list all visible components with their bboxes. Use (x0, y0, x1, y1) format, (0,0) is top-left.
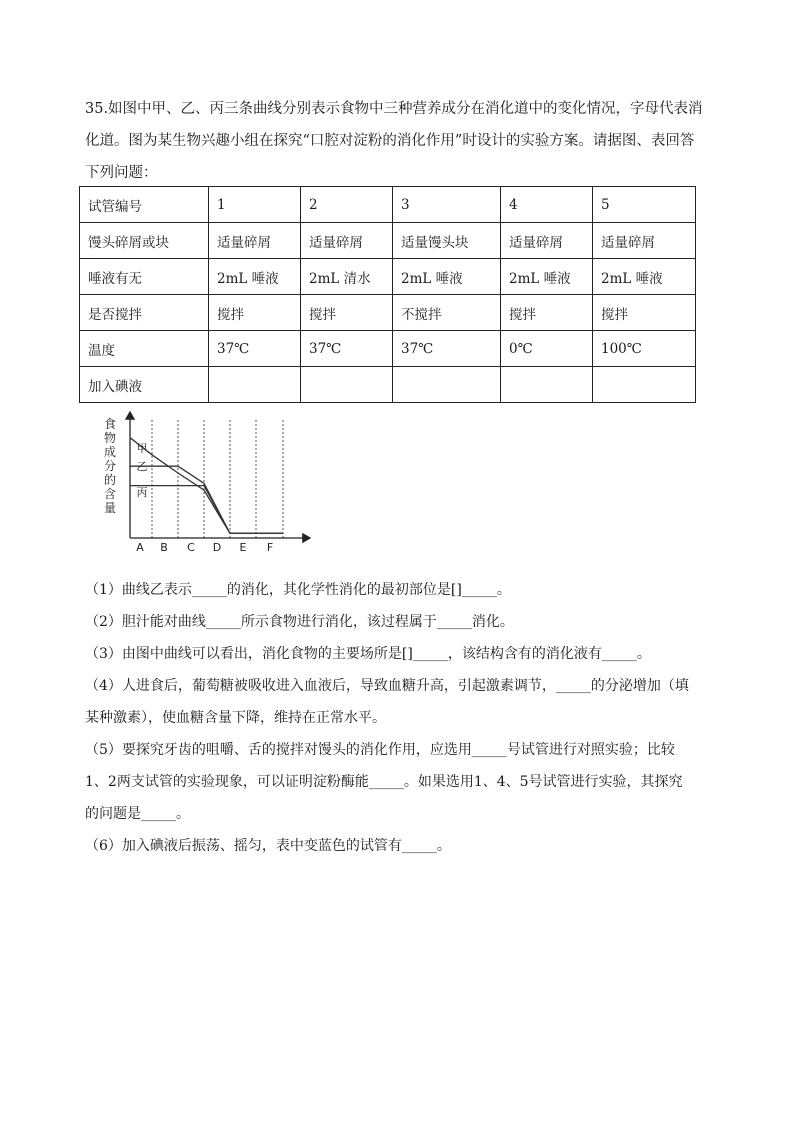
table-cell: 2mL 清水 (301, 259, 393, 295)
region-dividers (152, 420, 283, 538)
question-4-line-1: （4）人进食后，葡萄糖被吸收进入血液后，导致血糖升高，引起激素调节，_____的分泌增加（填 (85, 678, 689, 694)
table-cell: 不搅拌 (393, 295, 501, 331)
x-tick-label: C (187, 541, 195, 554)
table-cell (393, 367, 501, 403)
row-header-cell: 馒头碎屑或块 (80, 223, 209, 259)
table-cell (593, 367, 696, 403)
question-2: （2）胆汁能对曲线_____所示食物进行消化，该过程属于_____消化。 (85, 614, 514, 630)
x-tick-labels (136, 541, 273, 554)
question-3: （3）由图中曲线可以看出，消化食物的主要场所是[]_____，该结构含有的消化液有_____。 (85, 646, 651, 662)
table-cell: 适量碎屑 (209, 223, 301, 259)
table-cell: 适量碎屑 (501, 223, 593, 259)
row-header-cell: 唾液有无 (80, 259, 209, 295)
table-cell: 5 (593, 187, 696, 223)
table-row (80, 331, 696, 367)
x-tick-label: B (160, 541, 168, 554)
y-axis-label (104, 417, 116, 515)
question-1: （1）曲线乙表示_____的消化，其化学性消化的最初部位是[]_____。 (85, 582, 511, 598)
y-axis-label-char: 量 (103, 501, 117, 515)
table-cell (209, 367, 301, 403)
curves (130, 438, 283, 534)
curve-丙 (130, 486, 283, 534)
question-5-line-3: 的问题是_____。 (85, 806, 190, 822)
intro-line-2: 化道。图为某生物兴趣小组在探究“口腔对淀粉的消化作用”时设计的实验方案。请据图、表回答 (85, 133, 695, 149)
series-label: 甲 (136, 442, 148, 455)
table-cell: 2mL 唾液 (209, 259, 301, 295)
table-row (80, 223, 696, 259)
table-cell: 3 (393, 187, 501, 223)
series-labels (137, 442, 148, 499)
series-label: 丙 (136, 486, 148, 499)
table-cell: 37℃ (301, 331, 393, 367)
table-cell: 适量碎屑 (593, 223, 696, 259)
x-tick-label: A (136, 541, 144, 554)
table-cell: 2mL 唾液 (393, 259, 501, 295)
row-header-cell: 温度 (80, 331, 209, 367)
table-cell: 37℃ (209, 331, 301, 367)
table-cell: 搅拌 (501, 295, 593, 331)
y-axis-label-char: 分 (103, 459, 117, 473)
table-cell: 2 (301, 187, 393, 223)
table-cell (301, 367, 393, 403)
question-5-line-1: （5）要探究牙齿的咀嚼、舌的搅拌对馒头的消化作用，应选用_____号试管进行对照实验；比较 (85, 742, 675, 758)
table-row (80, 259, 696, 295)
table-cell: 0℃ (501, 331, 593, 367)
intro-line-1: 35.如图中甲、乙、丙三条曲线分别表示食物中三种营养成分在消化道中的变化情况，字母代表消 (85, 101, 703, 117)
table-row (80, 367, 696, 403)
y-axis-label-char: 成 (103, 445, 117, 459)
table-cell: 37℃ (393, 331, 501, 367)
question-4-line-2: 某种激素），使血糖含量下降，维持在正常水平。 (85, 710, 386, 726)
question-intro (85, 93, 717, 189)
question-list (85, 574, 725, 862)
table-cell: 2mL 唾液 (501, 259, 593, 295)
x-tick-label: F (266, 541, 274, 554)
y-axis-label-char: 的 (103, 473, 117, 487)
table-cell: 2mL 唾液 (593, 259, 696, 295)
table-cell: 4 (501, 187, 593, 223)
table-cell (501, 367, 593, 403)
x-tick-label: E (239, 541, 247, 554)
table-row (80, 295, 696, 331)
table-cell: 100℃ (593, 331, 696, 367)
table-cell: 搅拌 (209, 295, 301, 331)
table-cell: 适量馒头块 (393, 223, 501, 259)
row-header-cell: 是否搅拌 (80, 295, 209, 331)
table-cell: 搅拌 (301, 295, 393, 331)
y-axis-label-char: 食 (103, 417, 117, 431)
y-axis-label-char: 含 (103, 487, 117, 501)
table-cell: 1 (209, 187, 301, 223)
y-axis-label-char: 物 (103, 431, 117, 445)
question-5-line-2: 1、2两支试管的实验现象，可以证明淀粉酶能_____。如果选用1、4、5号试管进行实验，其探究 (85, 774, 683, 790)
digestion-curve-chart (98, 406, 318, 556)
row-header-cell: 加入碘液 (80, 367, 209, 403)
table-row (80, 187, 696, 223)
series-label: 乙 (136, 460, 148, 473)
intro-line-3: 下列问题： (85, 165, 158, 181)
experiment-table (79, 186, 696, 403)
table-cell: 适量碎屑 (301, 223, 393, 259)
question-6: （6）加入碘液后振荡、摇匀，表中变蓝色的试管有_____。 (85, 838, 451, 854)
row-header-cell: 试管编号 (80, 187, 209, 223)
table-cell: 搅拌 (593, 295, 696, 331)
x-tick-label: D (212, 541, 222, 554)
curve-乙 (130, 466, 283, 533)
